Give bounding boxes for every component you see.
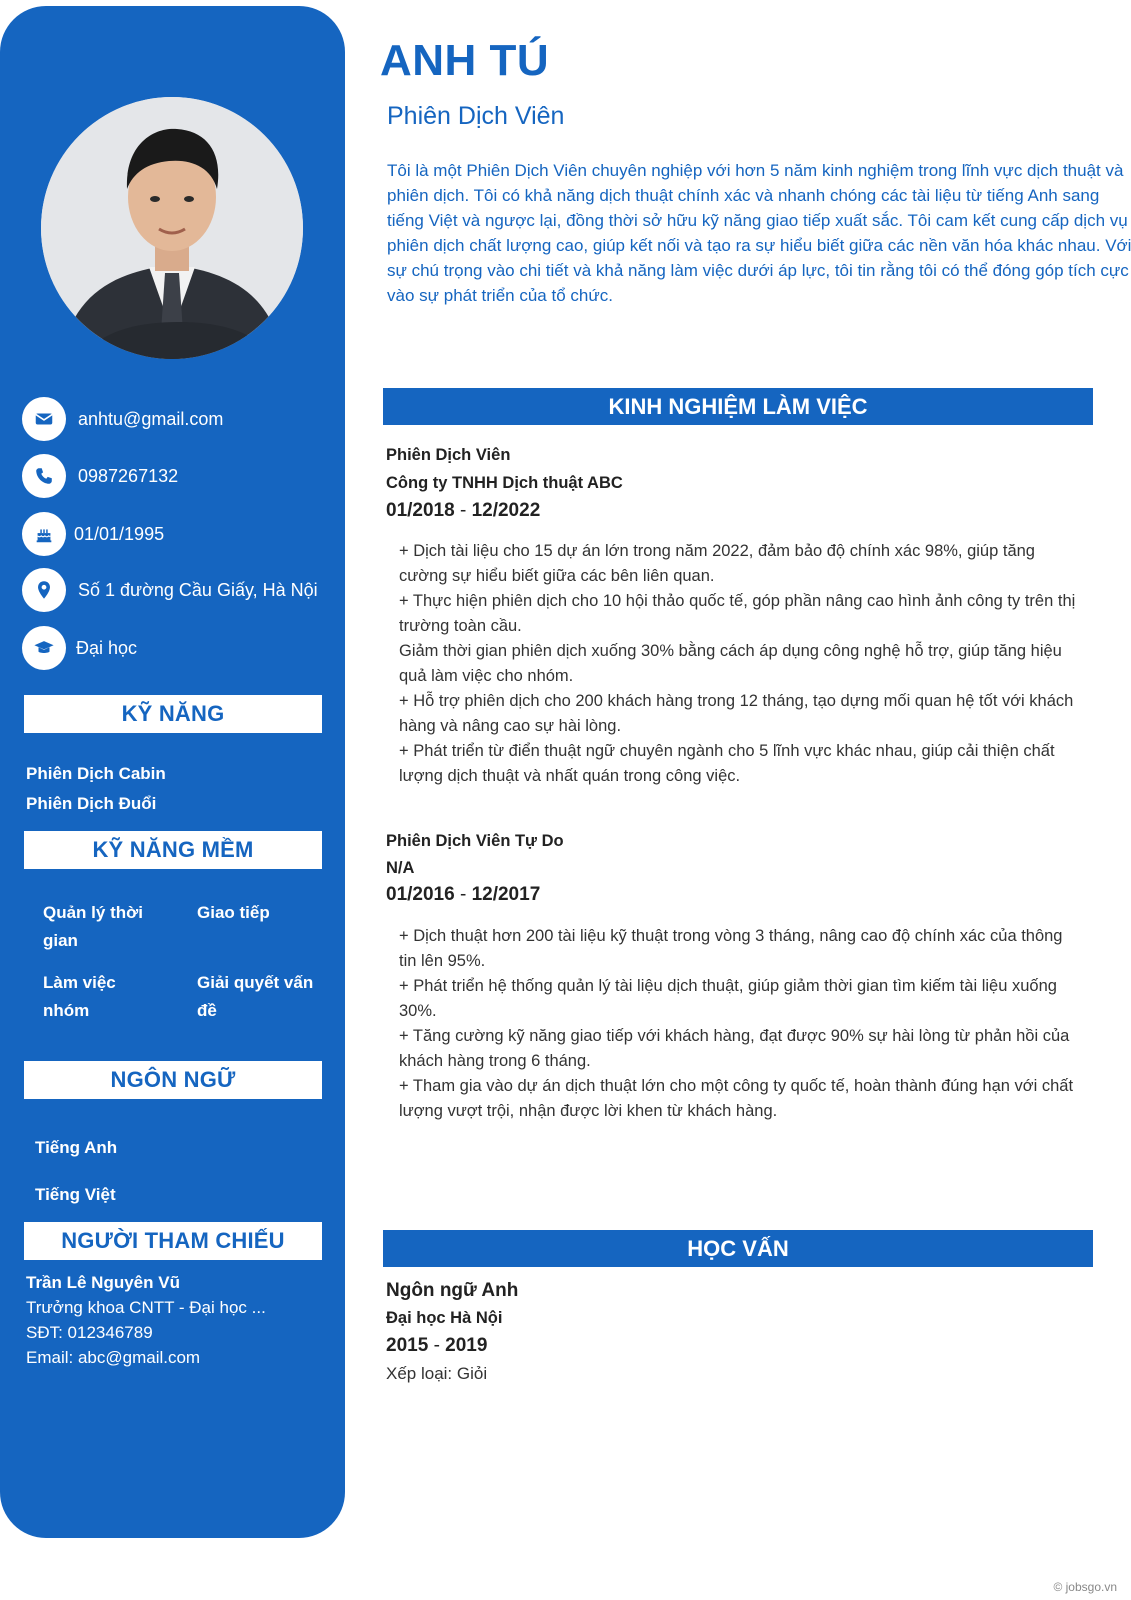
phone-icon (22, 454, 66, 498)
portrait-image (41, 97, 303, 359)
cake-icon (22, 512, 66, 556)
profile-photo (41, 97, 303, 359)
phone-text: 0987267132 (78, 465, 179, 486)
candidate-role: Phiên Dịch Viên (387, 102, 565, 130)
contact-birthday (22, 513, 164, 555)
contact-address (22, 569, 318, 611)
job-end-date: 12/2022 (471, 500, 541, 521)
education-grade: Xếp loại: Giỏi (386, 1364, 488, 1383)
skill-item: Phiên Dịch Cabin (26, 764, 166, 783)
footer-watermark: © jobsgo.vn (1053, 1580, 1117, 1594)
reference-title: Trưởng khoa CNTT - Đại học ... (26, 1298, 266, 1317)
job-achievements (399, 924, 1079, 1124)
soft-skills-heading: KỸ NĂNG MỀM (24, 831, 322, 869)
achievement-item: + Hỗ trợ phiên dịch cho 200 khách hàng trong 12 tháng, tạo dựng mối quan hệ tốt với khách hàng và nâng cao sự hài lòng. (399, 692, 1074, 735)
skills-heading: KỸ NĂNG (24, 695, 322, 733)
job-start-date: 01/2018 (386, 500, 455, 521)
achievement-item: + Dịch tài liệu cho 15 dự án lớn trong năm 2022, đảm bảo độ chính xác 98%, giúp tăng cường sự hiểu biết giữa các bên liên quan. (399, 542, 1035, 585)
contact-education (22, 627, 137, 669)
education-dates (386, 1335, 487, 1357)
address-text: Số 1 đường Cầu Giấy, Hà Nội (78, 579, 318, 600)
date-separator: - (459, 500, 467, 521)
graduation-cap-icon (22, 626, 66, 670)
job-title: Phiên Dịch Viên Tự Do (386, 832, 564, 850)
experience-heading: KINH NGHIỆM LÀM VIỆC (383, 388, 1093, 425)
email-icon (22, 397, 66, 441)
job-company: N/A (386, 859, 415, 877)
achievement-item: + Thực hiện phiên dịch cho 10 hội thảo quốc tế, góp phần nâng cao hình ảnh công ty trên thị trường toàn cầu. (399, 592, 1076, 635)
education-heading: HỌC VẤN (383, 1230, 1093, 1267)
language-item: Tiếng Anh (35, 1138, 118, 1157)
email-text: anhtu@gmail.com (78, 408, 224, 429)
achievement-item: + Phát triển hệ thống quản lý tài liệu dịch thuật, giúp giảm thời gian tìm kiếm tài liệu xuống 30%. (399, 977, 1057, 1020)
job-start-date: 01/2016 (386, 884, 455, 905)
job-achievements (399, 539, 1079, 789)
education-level-text: Đại học (76, 637, 138, 658)
date-separator: - (459, 884, 467, 905)
location-icon (22, 568, 66, 612)
reference-name: Trần Lê Nguyên Vũ (26, 1273, 180, 1292)
reference-email: Email: abc@gmail.com (26, 1348, 201, 1367)
soft-skill-item: Làm việc nhóm (43, 973, 116, 1020)
soft-skill-item: Quản lý thời gian (43, 903, 143, 950)
job-dates (386, 500, 540, 522)
job-dates (386, 884, 540, 906)
skill-item: Phiên Dịch Đuổi (26, 794, 157, 813)
birthday-text: 01/01/1995 (74, 523, 165, 544)
job-company: Công ty TNHH Dịch thuật ABC (386, 474, 623, 492)
achievement-item: + Phát triển từ điển thuật ngữ chuyên ngành cho 5 lĩnh vực khác nhau, giúp cải thiện chất lượng dịch thuật và nhất quán trong công việc. (399, 742, 1055, 785)
languages-heading: NGÔN NGỮ (24, 1061, 322, 1099)
contact-phone[interactable] (22, 455, 178, 497)
education-major: Ngôn ngữ Anh (386, 1280, 519, 1301)
achievement-item: + Tham gia vào dự án dịch thuật lớn cho một công ty quốc tế, hoàn thành đúng hạn với chất lượng vượt trội, nhận được lời khen từ khách hàng. (399, 1077, 1074, 1120)
education-start: 2015 (386, 1335, 429, 1356)
profile-summary: Tôi là một Phiên Dịch Viên chuyên nghiệp với hơn 5 năm kinh nghiệm trong lĩnh vực dịch thuật và phiên dịch. Tôi có khả năng dịch thuật chính xác và nhanh chóng các tài liệu từ tiếng Anh sang tiếng Việt và ngược lại, đồng thời sở hữu kỹ năng giao tiếp xuất sắc. Tôi cam kết cung cấp dịch vụ phiên dịch chất lượng cao, giúp kết nối và tạo ra sự hiểu biết giữa các nền văn hóa khác nhau. Với sự chú trọng vào chi tiết và khả năng làm việc dưới áp lực, tôi tin rằng tôi có thể đóng góp tích cực vào sự phát triển của tổ chức. (387, 161, 1131, 305)
reference-phone: SĐT: 012346789 (26, 1323, 153, 1342)
education-end: 2019 (445, 1335, 488, 1356)
date-separator: - (433, 1335, 440, 1356)
achievement-item: + Dịch thuật hơn 200 tài liệu kỹ thuật trong vòng 3 tháng, nâng cao độ chính xác của thông tin lên 95%. (399, 927, 1063, 970)
education-school: Đại học Hà Nội (386, 1309, 503, 1327)
soft-skill-item: Giao tiếp (197, 903, 270, 922)
language-item: Tiếng Việt (35, 1185, 116, 1204)
achievement-item: + Tăng cường kỹ năng giao tiếp với khách hàng, đạt được 90% sự hài lòng từ phản hồi của khách hàng trong 6 tháng. (399, 1027, 1070, 1070)
soft-skill-item: Giải quyết vấn đề (197, 973, 314, 1020)
reference-heading: NGƯỜI THAM CHIẾU (24, 1222, 322, 1260)
achievement-item: Giảm thời gian phiên dịch xuống 30% bằng cách áp dụng công nghệ hỗ trợ, giúp tăng hiệu quả làm việc cho nhóm. (399, 642, 1062, 685)
job-end-date: 12/2017 (471, 884, 541, 905)
candidate-name: ANH TÚ (380, 36, 550, 85)
job-title: Phiên Dịch Viên (386, 446, 511, 464)
contact-email[interactable] (22, 398, 223, 440)
